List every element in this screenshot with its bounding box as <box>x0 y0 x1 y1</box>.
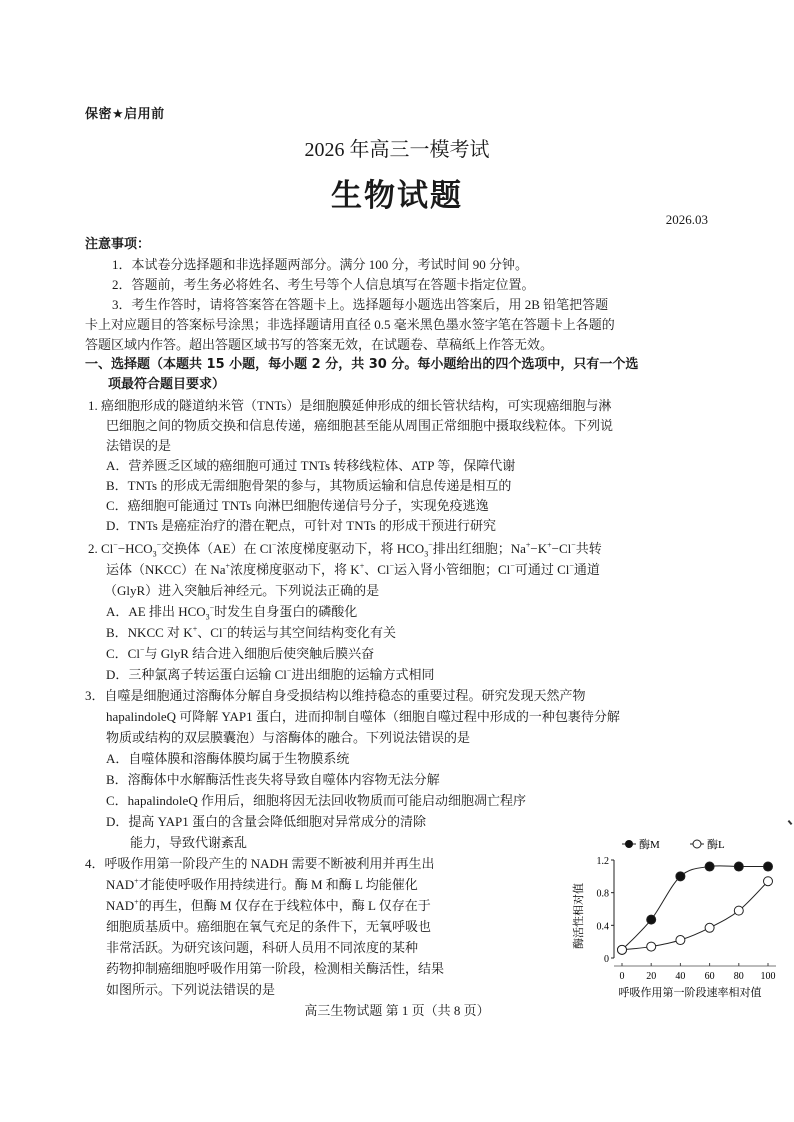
enzyme-activity-chart <box>572 834 794 1002</box>
q3-option-a: A．自噬体膜和溶酶体膜均属于生物膜系统 <box>106 751 350 766</box>
y-axis-label: 酶活性相对值 <box>573 883 585 949</box>
notice-item-3: 3．考生作答时，请将答案答在答题卡上。选择题每小题选出答案后，用 2B 铅笔把答题 <box>112 297 609 312</box>
x-tick-label: 100 <box>760 971 776 982</box>
q1-stem-line-1: 1. 癌细胞形成的隧道纳米管（TNTs）是细胞膜延伸形成的细长管状结构，可实现癌细胞与淋 <box>88 398 612 413</box>
q2-option-c: C．Cl−与 GlyR 结合进入细胞后使突触后膜兴奋 <box>106 645 375 661</box>
x-tick-label: 80 <box>733 971 744 982</box>
q4-stem-line-7: 如图所示。下列说法错误的是 <box>106 982 276 997</box>
q2-stem-line-3: （GlyR）进入突触后神经元。下列说法正确的是 <box>104 583 380 598</box>
y-tick-label: 0.8 <box>596 888 609 900</box>
q1-option-c: C．癌细胞可能通过 TNTs 向淋巴细胞传递信号分子，实现免疫逃逸 <box>106 498 489 513</box>
legend-marker-l <box>693 840 701 848</box>
section-heading-cont: 项最符合题目要求） <box>108 377 226 392</box>
subject-title: 生物试题 <box>331 178 463 214</box>
data-point-l <box>676 936 685 945</box>
q1-option-a: A．营养匮乏区域的癌细胞可通过 TNTs 转移线粒体、ATP 等，保障代谢 <box>106 458 516 473</box>
q1-stem-line-3: 法错误的是 <box>106 438 172 453</box>
q3-stem-line-3: 物质或结构的双层膜囊泡）与溶酶体的融合。下列说法错误的是 <box>106 730 471 745</box>
x-tick-label: 0 <box>619 971 625 982</box>
data-point-l <box>618 945 627 954</box>
notice-item-1: 1．本试卷分选择题和非选择题两部分。满分 100 分，考试时间 90 分钟。 <box>112 257 529 272</box>
q2-option-d: D．三种氯离子转运蛋白运输 Cl−进出细胞的运输方式相同 <box>106 666 435 682</box>
q4-stem-line-6: 药物抑制癌细胞呼吸作用第一阶段，检测相关酶活性，结果 <box>106 961 445 976</box>
q3-option-d: D．提高 YAP1 蛋白的含量会降低细胞对异常成分的清除 <box>106 814 426 829</box>
q3-stem-line-2: hapalindoleQ 可降解 YAP1 蛋白，进而抑制自噬体（细胞自噬过程中形成的一种包裹待分解 <box>106 709 620 724</box>
x-axis-label: 呼吸作用第一阶段速率相对值 <box>618 987 762 999</box>
exam-title: 2026 年高三一模考试 <box>304 139 490 161</box>
notice-item-3-cont-2: 答题区域内作答。超出答题区域书写的答案无效，在试题卷、草稿纸上作答无效。 <box>85 337 554 352</box>
y-tick-label: 0 <box>604 954 609 965</box>
data-point-m <box>676 872 685 881</box>
data-point-m <box>647 915 656 924</box>
notice-item-2: 2．答题前，考生务必将姓名、考生号等个人信息填写在答题卡指定位置。 <box>112 277 535 292</box>
data-point-l <box>705 923 714 932</box>
x-tick-label: 20 <box>646 971 657 982</box>
legend-label-m: 酶M <box>639 839 660 851</box>
series-line-l <box>622 881 768 950</box>
x-tick-label: 40 <box>675 971 686 982</box>
data-point-l <box>734 906 743 915</box>
page-footer: 高三生物试题 第 1 页（共 8 页） <box>304 1003 490 1018</box>
stray-mark <box>788 820 793 825</box>
q3-stem-line-1: 3．自噬是细胞通过溶酶体分解自身受损结构以维持稳态的重要过程。研究发现天然产物 <box>85 688 586 703</box>
q1-option-d: D．TNTs 是癌症治疗的潜在靶点，可针对 TNTs 的形成干预进行研究 <box>106 518 496 533</box>
q1-stem-line-2: 巴细胞之间的物质交换和信息传递，癌细胞甚至能从周围正常细胞中摄取线粒体。下列说 <box>106 418 614 433</box>
q1-option-b: B．TNTs 的形成无需细胞骨架的参与，其物质运输和信息传递是相互的 <box>106 478 512 493</box>
q2-stem-line-1: 2. $Cl^--HCO_3^-$交换体（AE）在 Cl−浓度梯度驱动下，将 $HCO_3^-$排出红细胞；Na+−K+−Cl−共转 <box>88 540 602 559</box>
q4-stem-line-5: 非常活跃。为研究该问题，科研人员用不同浓度的某种 <box>106 940 419 955</box>
data-point-m <box>734 862 743 871</box>
q3-option-c: C．hapalindoleQ 作用后，细胞将因无法回收物质而可能启动细胞凋亡程序 <box>106 793 526 808</box>
data-point-l <box>764 877 773 886</box>
x-tick-label: 60 <box>704 971 715 982</box>
q2-stem-line-2: 运体（NKCC）在 Na+浓度梯度驱动下，将 K+、Cl−运入肾小管细胞；Cl−可通过 Cl−通道 <box>106 561 600 577</box>
notice-item-3-cont-1: 卡上对应题目的答案标号涂黑；非选择题请用直径 0.5 毫米黑色墨水签字笔在答题卡上各题的 <box>85 317 615 332</box>
section-heading: 一、选择题（本题共 15 小题，每小题 2 分，共 30 分。每小题给出的四个选项中，只有一个选 <box>85 357 639 372</box>
q2-option-b: B．NKCC 对 K+、Cl−的转运与其空间结构变化有关 <box>106 624 397 640</box>
legend-marker-m <box>625 840 633 848</box>
confidential-label: 保密★启用前 <box>85 107 165 122</box>
exam-date: 2026.03 <box>665 212 708 227</box>
y-tick-label: 1.2 <box>596 856 609 867</box>
legend-label-l: 酶L <box>707 839 725 851</box>
q4-stem-line-1: 4．呼吸作用第一阶段产生的 NADH 需要不断被利用并再生出 <box>85 856 435 871</box>
q4-stem-line-2: NAD+才能使呼吸作用持续进行。酶 M 和酶 L 均能催化 <box>106 876 418 892</box>
data-point-m <box>764 862 773 871</box>
q3-option-b: B．溶酶体中水解酶活性丧失将导致自噬体内容物无法分解 <box>106 772 440 787</box>
q4-stem-line-3: NAD+的再生，但酶 M 仅存在于线粒体中，酶 L 仅存在于 <box>106 897 431 913</box>
q2-option-a: A．AE 排出 $HCO_3^-$时发生自身蛋白的磷酸化 <box>106 603 358 622</box>
q3-option-d-cont: 能力，导致代谢紊乱 <box>130 835 248 850</box>
series-line-m <box>622 866 768 950</box>
y-tick-label: 0.4 <box>596 921 609 933</box>
data-point-m <box>705 862 714 871</box>
notice-heading: 注意事项： <box>85 237 151 252</box>
q4-stem-line-4: 细胞质基质中。癌细胞在氧气充足的条件下，无氧呼吸也 <box>106 919 432 934</box>
chart-legend <box>622 837 725 851</box>
data-point-l <box>647 942 656 951</box>
